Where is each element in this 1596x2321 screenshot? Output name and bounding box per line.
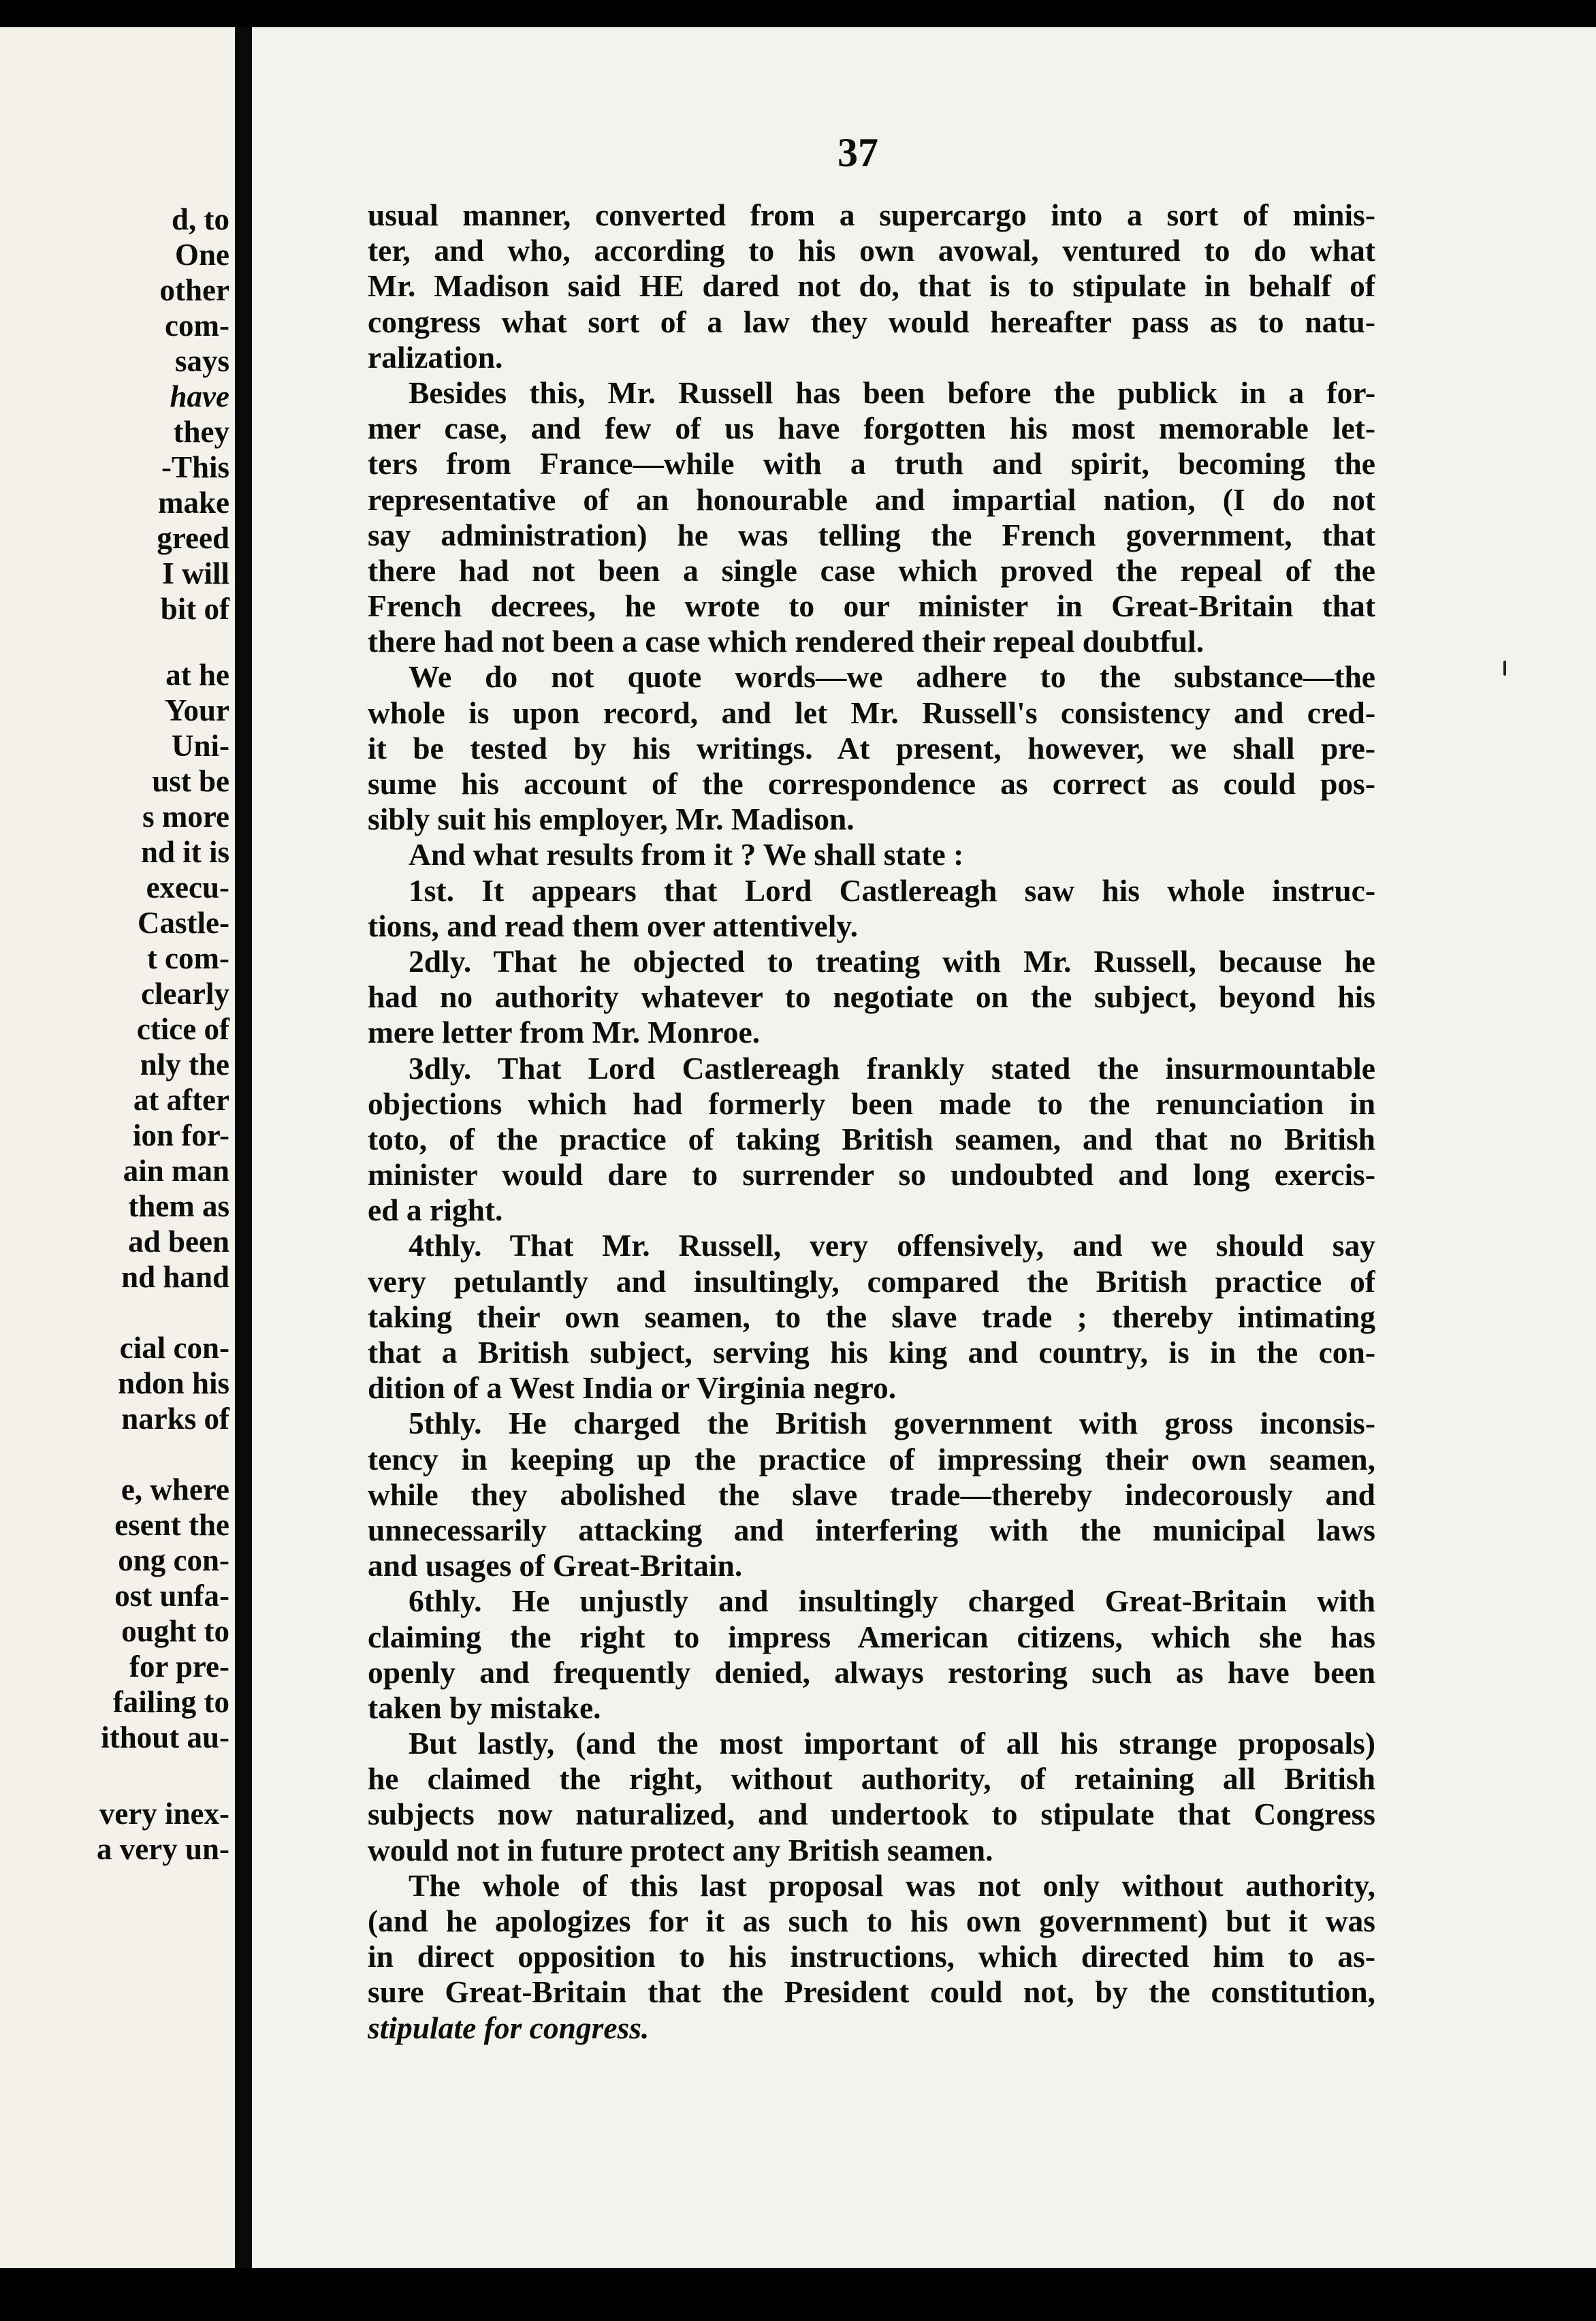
text-line: sibly suit his employer, Mr. Madison. (368, 802, 855, 837)
ink-speck (1503, 661, 1506, 676)
left-page-line: com- (165, 309, 229, 343)
left-page-line: ought to (121, 1614, 229, 1648)
left-page-line: ad been (128, 1225, 229, 1259)
text-line: ralization. (368, 339, 503, 375)
text-line: The whole of this last proposal was not only without authority, (409, 1867, 1375, 1903)
left-page-line: One (174, 238, 229, 272)
text-line: ed a right. (368, 1193, 503, 1228)
left-page-line: I will (162, 556, 229, 590)
text-line: tency in keeping up the practice of impressing their own seamen, (368, 1441, 1375, 1477)
left-page-line: other (159, 273, 229, 307)
text-line: openly and frequently denied, always restoring such as have been (368, 1654, 1375, 1690)
text-line: there had not been a single case which proved the repeal of the (368, 552, 1375, 588)
left-page-line: ndon his (118, 1366, 229, 1400)
left-page-line: ion for- (132, 1118, 229, 1152)
text-line: he claimed the right, without authority, of retaining all British (368, 1761, 1375, 1797)
left-page-line: at he (165, 658, 229, 692)
left-page-line: Castle- (138, 906, 229, 940)
right-page (252, 27, 1596, 2268)
text-line: 5thly. He charged the British government with gross inconsis- (409, 1406, 1375, 1441)
text-line: it be tested by his writings. At present, however, we shall pre- (368, 730, 1375, 765)
left-page-line: for pre- (129, 1649, 229, 1684)
text-line: 6thly. He unjustly and insultingly charged Great-Britain with (409, 1583, 1375, 1619)
text-line: in direct opposition to his instructions, which directed him to as- (368, 1939, 1375, 1974)
left-page-line: s more (142, 800, 229, 834)
text-line: objections which had formerly been made to the renunciation in (368, 1086, 1375, 1121)
left-page-line: -This (161, 450, 229, 484)
text-line: and usages of Great-Britain. (368, 1548, 743, 1583)
text-line: (and he apologizes for it as such to his own government) but it was (368, 1904, 1375, 1938)
text-line: taken by mistake. (368, 1690, 601, 1725)
text-line: sume his account of the correspondence as correct as could pos- (368, 766, 1375, 801)
text-line: ter, and who, according to his own avowal, ventured to do what (368, 233, 1375, 268)
left-page-line: clearly (141, 977, 229, 1011)
text-line: unnecessarily attacking and interfering with the municipal laws (368, 1512, 1375, 1547)
left-page-line: Your (164, 693, 229, 727)
left-page-line: failing to (112, 1685, 229, 1719)
left-page-line: says (174, 344, 229, 378)
page-gutter (235, 27, 252, 2268)
text-line: mere letter from Mr. Monroe. (368, 1015, 761, 1050)
left-page-line: esent the (114, 1508, 229, 1542)
text-line: claiming the right to impress American citizens, which she has (368, 1619, 1375, 1654)
text-line: taking their own seamen, to the slave trade ; thereby intimating (368, 1299, 1375, 1334)
text-line: 3dly. That Lord Castlereagh frankly stated the insurmountable (409, 1050, 1375, 1086)
text-line: minister would dare to surrender so undoubted and long exercis- (368, 1157, 1375, 1193)
page-number: 37 (837, 130, 878, 175)
text-line: would not in future protect any British seamen. (368, 1832, 993, 1867)
text-line: whole is upon record, and let Mr. Russell's consistency and cred- (368, 695, 1375, 730)
left-page-line: Uni- (171, 729, 229, 763)
left-page-line: ost unfa- (114, 1579, 229, 1613)
text-line: there had not been a case which rendered their repeal doubtful. (368, 624, 1204, 659)
left-page-line: nly the (140, 1047, 229, 1081)
left-page-line: very inex- (99, 1797, 229, 1831)
text-line: usual manner, converted from a supercargo into a sort of minis- (368, 198, 1375, 232)
text-line: And what results from it ? We shall state : (409, 837, 964, 872)
left-page-line: t com- (146, 941, 229, 975)
text-line: mer case, and few of us have forgotten his most memorable let- (368, 411, 1375, 446)
text-line: congress what sort of a law they would hereafter pass as to natu- (368, 304, 1375, 339)
left-page-line: ctice of (136, 1012, 229, 1046)
left-page-line: narks of (121, 1402, 229, 1436)
text-line: 1st. It appears that Lord Castlereagh saw his whole instruc- (409, 872, 1375, 908)
left-page-line: cial con- (119, 1331, 229, 1365)
left-page (0, 27, 235, 2268)
left-page-line: execu- (146, 870, 229, 904)
left-page-line: nd hand (121, 1260, 229, 1294)
text-line: say administration) he was telling the French government, that (368, 517, 1375, 552)
text-line: very petulantly and insultingly, compared the British practice of (368, 1263, 1375, 1299)
left-page-line: nd it is (140, 835, 229, 869)
left-page-line: ain man (123, 1154, 229, 1188)
text-line: while they abolished the slave trade—thereby indecorously and (368, 1477, 1375, 1512)
text-line: stipulate for congress. (368, 2010, 650, 2045)
text-line: Mr. Madison said HE dared not do, that is to stipulate in behalf of (368, 268, 1375, 304)
left-page-line: greed (157, 521, 229, 555)
left-page-line: have (170, 379, 229, 413)
text-line: ters from France—while with a truth and spirit, becoming the (368, 446, 1375, 481)
body-text (368, 198, 1375, 2046)
left-page-line: they (173, 415, 229, 449)
left-page-line: d, to (171, 202, 229, 236)
left-page-line: at after (133, 1083, 229, 1117)
text-line: that a British subject, serving his king and country, is in the con- (368, 1335, 1375, 1370)
text-line: tions, and read them over attentively. (368, 908, 858, 943)
left-page-line: make (158, 486, 229, 520)
left-page-line: a very un- (97, 1832, 229, 1866)
left-page-line: e, where (121, 1472, 229, 1506)
left-page-line: ithout au- (101, 1720, 229, 1754)
left-page-line: bit of (160, 592, 229, 626)
text-line: Besides this, Mr. Russell has been before the publick in a for- (409, 375, 1375, 410)
text-line: dition of a West India or Virginia negro. (368, 1370, 897, 1406)
text-line: 2dly. That he objected to treating with Mr. Russell, because he (409, 943, 1375, 979)
text-line: 4thly. That Mr. Russell, very offensively, and we should say (409, 1228, 1375, 1263)
left-page-line: ust be (152, 764, 229, 798)
text-line: sure Great-Britain that the President could not, by the constitution, (368, 1974, 1375, 2010)
text-line: But lastly, (and the most important of all his strange proposals) (409, 1726, 1375, 1761)
left-page-line: ong con- (118, 1543, 229, 1577)
text-line: had no authority whatever to negotiate on the subject, beyond his (368, 979, 1375, 1015)
text-line: representative of an honourable and impartial nation, (I do not (368, 481, 1375, 517)
left-page-line: them as (128, 1189, 229, 1223)
text-line: subjects now naturalized, and undertook to stipulate that Congress (368, 1797, 1375, 1832)
text-line: toto, of the practice of taking British seamen, and that no British (368, 1121, 1375, 1156)
text-line: We do not quote words—we adhere to the substance—the (409, 659, 1375, 695)
text-line: French decrees, he wrote to our minister in Great-Britain that (368, 588, 1375, 624)
